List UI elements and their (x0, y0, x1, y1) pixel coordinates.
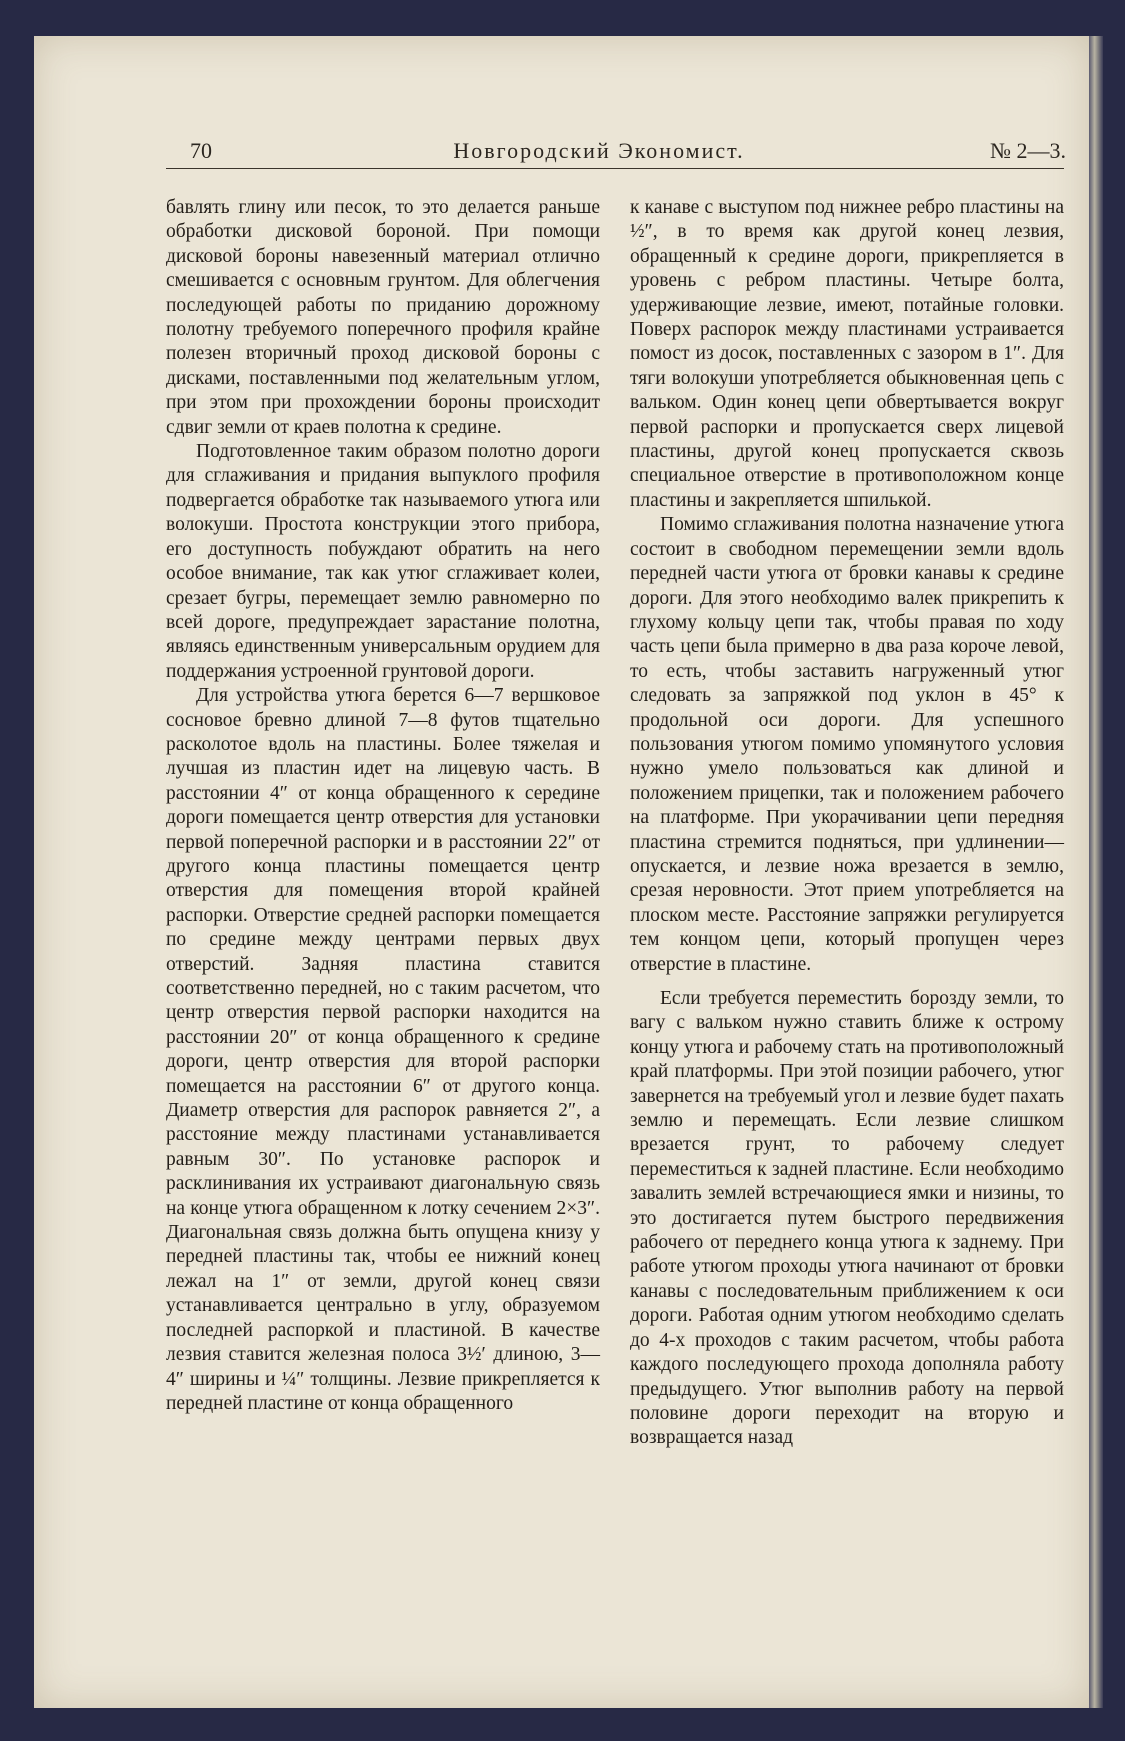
paragraph: бавлять глину или песок, то это делается раньше обработки дисковой бороной. При помощи дисковой бороны навезенный материал отлично смешивается с основным грунтом. Для облегчения последующей работы по приданию дорожному полотну требуемого поперечного профиля крайне полезен вторичный проход дисковой бороны с дисками, поставленными под желательным углом, при этом при прохождении бороны происходит сдвиг земли от краев полотна к средине. (166, 197, 600, 438)
paragraph: Если требуется переместить борозду земли, то вагу с вальком нужно ставить ближе к острому концу утюга и рабочему стать на противоположный край платформы. При этой позиции рабочего, утюг завернется на требуемый угол и лезвие будет пахать землю и перемещать. Если лезвие слишком врезается грунт, то рабочему следует переместиться к задней пластине. Если необходимо завалить землей встречающиеся ямки и низины, то это достигается путем быстрого передвижения рабочего от переднего конца утюга к заднему. При работе утюгом проходы утюга начинают от бровки канавы с последовательным приближением к оси дороги. Работая одним утюгом необходимо сделать до 4-х проходов с таким расчетом, чтобы работа каждого последующего прохода дополняла работу предыдущего. Утюг выполнив работу на первой половине дороги переходит на вторую и возвращается назад (630, 988, 1064, 1449)
journal-title: Новгородский Экономист. (453, 138, 745, 163)
paragraph: к канаве с выступом под нижнее ребро пластины на ½″, в то время как другой конец лезвия, обращенный к средине дороги, прикрепляется в уровень с ребром пластины. Четыре болта, удерживающие лезвие, имеют, потайные головки. Поверх распорок между пластинами устраивается помост из досок, поставленных с зазором в 1″. Для тяги волокуши употребляется обыкновенная цепь с вальком. Один конец цепи обвертывается вокруг первой распорки и пропускается сверх лицевой пластины, другой конец пропускается сквозь специальное отверстие в противоположном конце пластины и закрепляется шпилькой. (630, 197, 1064, 511)
left-column (166, 196, 600, 1416)
issue-number: № 2—3. (990, 138, 1066, 163)
header-rule (166, 168, 1064, 169)
running-header (132, 138, 1066, 168)
binding-edge (1089, 36, 1103, 1708)
paragraph: Для устройства утюга берется 6—7 вершковое сосновое бревно длиной 7—8 футов тщательно расколотое вдоль на пластины. Более тяжелая и лучшая из пластин идет на лицевую часть. В расстоянии 4″ от конца обращенного к середине дороги помещается центр отверстия для установки первой поперечной распорки и в расстоянии 22″ от другого конца пластины помещается центр отверстия для помещения второй крайней распорки. Отверстие средней распорки помещается по средине между центрами первых двух отверстий. Задняя пластина ставится соответственно передней, но с таким расчетом, что центр отверстия первой распорки находится на расстоянии 20″ от конца обращенного к средине дороги, центр отверстия для второй распорки помещается на расстоянии 6″ от другого конца. Диаметр отверстия для распорок равняется 2″, а расстояние между пластинами устанавливается равным 30″. По установке распорок и расклинивания их устраивают диагональную связь на конце утюга обращенном к лотку сечением 2×3″. Диагональная связь должна быть опущена книзу у передней пластины так, чтобы ее нижний конец лежал на 1″ от земли, другой конец связи устанавливается центрально в углу, образуемом последней распоркой и пластиной. В качестве лезвия ставится железная полоса 3½′ длиною, 3—4″ ширины и ¼″ толщины. Лезвие прикрепляется к передней пластине от конца обращенного (166, 685, 600, 1414)
page-number: 70 (190, 138, 212, 163)
paragraph: Помимо сглаживания полотна назначение утюга состоит в свободном перемещении земли вдоль передней части утюга от бровки канавы к средине дороги. Для этого необходимо валек прикрепить к глухому кольцу цепи так, чтобы правая по ходу часть цепи была примерно в два раза короче левой, то есть, чтобы заставить нагруженный утюг следовать за запряжкой под уклон в 45° к продольной оси дороги. Для успешного пользования утюгом помимо упомянутого условия нужно умело пользоваться как длиной и положением прицепки, так и положением рабочего на платформе. При укорачивании цепи передняя пластина стремится подняться, при удлинении—опускается, и лезвие ножа врезается в землю, срезая неровности. Этот прием употребляется на плоском месте. Расстояние запряжки регулируется тем концом цепи, который пропущен через отверстие в пластине. (630, 514, 1064, 975)
right-column (630, 196, 1064, 1451)
paragraph: Подготовленное таким образом полотно дороги для сглаживания и придания выпуклого профиля подвергается обработке так называемого утюга или волокуши. Простота конструкции этого прибора, его доступность побуждают обратить на него особое внимание, так как утюг сглаживает колеи, срезает бугры, перемещает землю равномерно по всей дороге, предупреждает зарастание полотна, являясь единственным универсальным орудием для поддержания устроенной грунтовой дороги. (166, 441, 600, 682)
